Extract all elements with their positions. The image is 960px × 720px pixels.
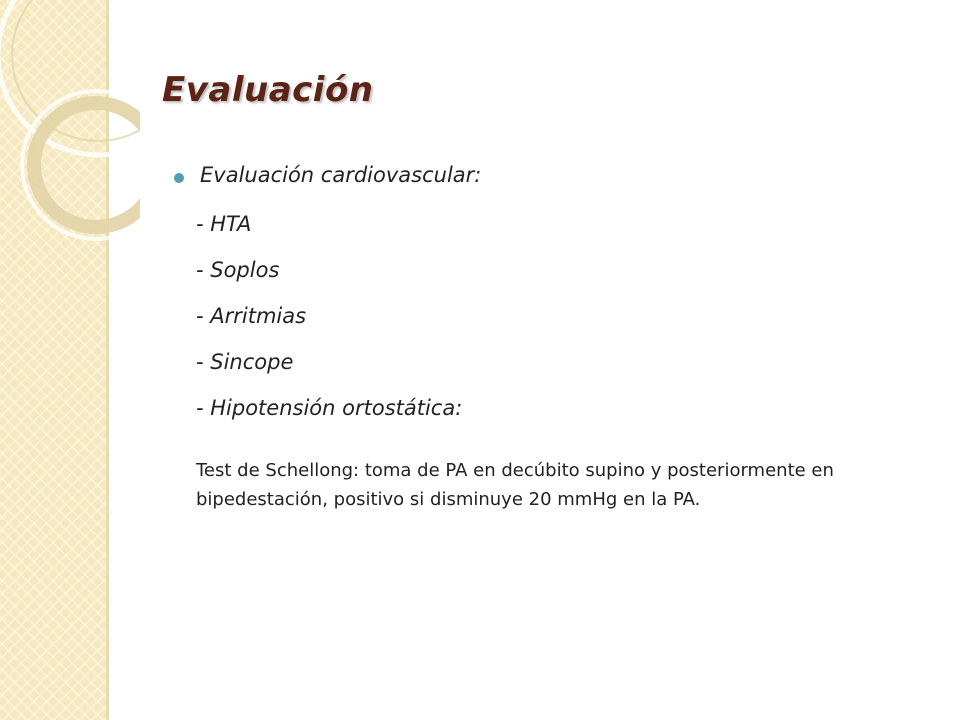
list-item-soplos: - Soplos [196, 258, 280, 282]
bullet-icon [174, 173, 184, 183]
list-item-sincope: - Sincope [196, 350, 294, 374]
slide-title: Evaluación [162, 70, 374, 110]
list-item-arritmias: - Arritmias [196, 304, 307, 328]
schellong-test-description: Test de Schellong: toma de PA en decúbito supino y posteriormente en bipedestación, positivo si disminuye 20 mmHg en la PA. [196, 460, 834, 510]
bullet-heading: Evaluación cardiovascular: [200, 163, 482, 187]
list-item-hta: - HTA [196, 212, 252, 236]
list-item-hipotension: - Hipotensión ortostática: [196, 396, 463, 420]
decorative-circles [0, 0, 140, 720]
